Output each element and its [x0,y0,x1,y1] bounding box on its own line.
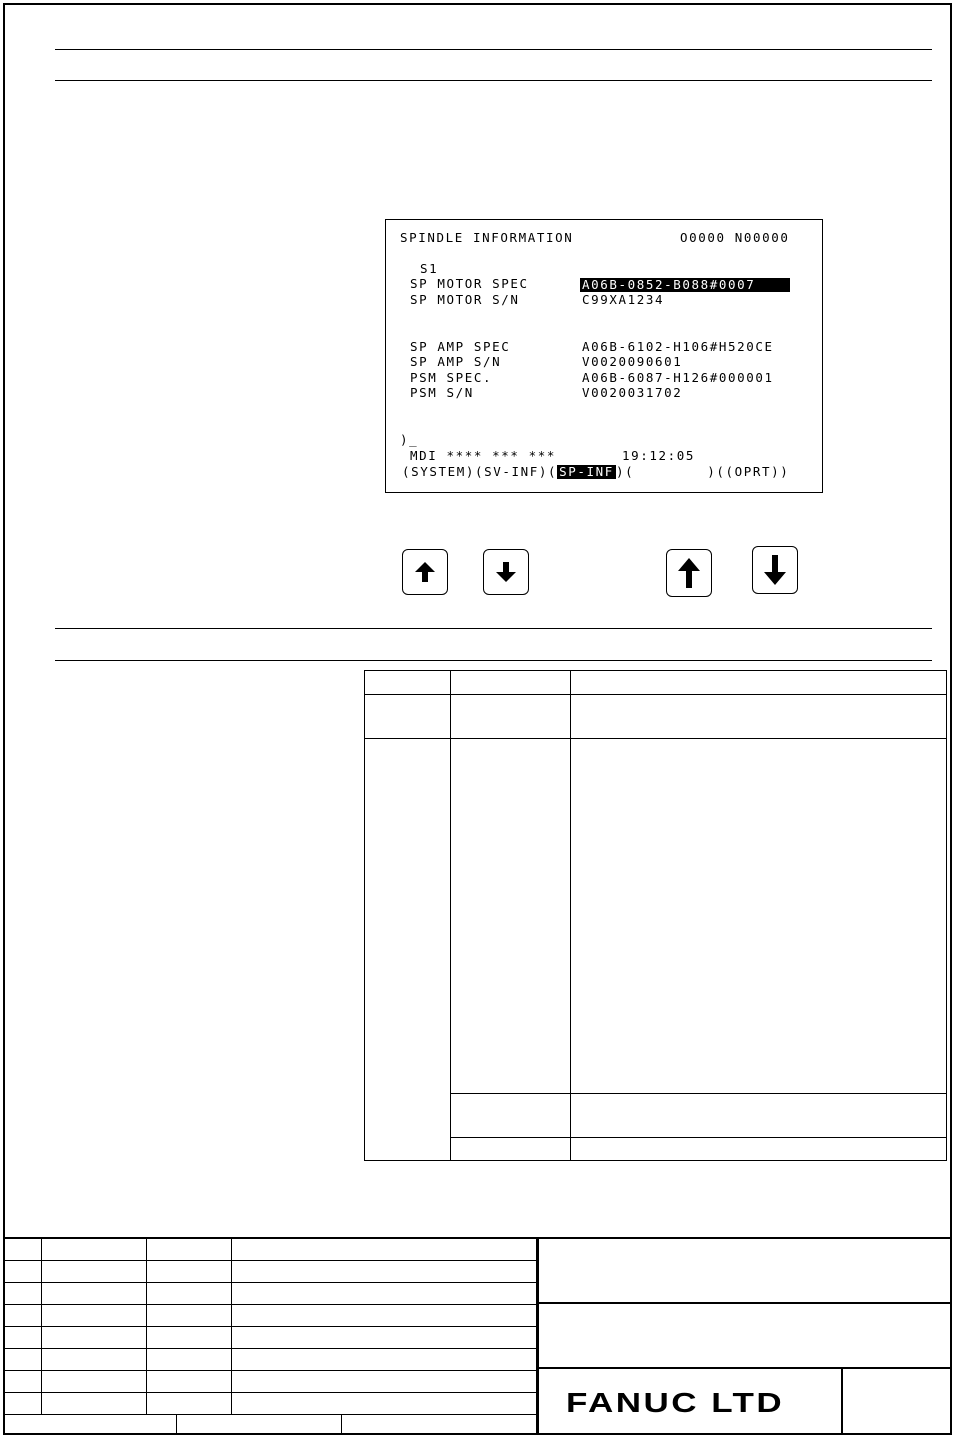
section-rule-top [55,628,932,629]
row-label: PSM SPEC. [410,370,493,385]
revision-cell [232,1393,537,1415]
revision-cell [42,1327,147,1349]
spindle-information-screen [385,219,823,493]
table-cell [365,695,451,739]
page-up-key[interactable] [402,549,448,595]
table-cell [451,1094,571,1138]
revision-cell [5,1371,42,1393]
softkey-bracket: )( [615,464,635,479]
revision-cell [147,1239,232,1261]
row-value: A06B-6087-H126#000001 [582,370,774,385]
drawing-box [537,1304,950,1369]
revision-cell [147,1261,232,1283]
revision-cell [147,1327,232,1349]
cursor-down-icon [762,553,788,587]
revision-cell [5,1261,42,1283]
softkey-sv-inf[interactable]: (SV-INF) [475,464,549,479]
row-value: V0020031702 [582,385,683,400]
softkey-oprt[interactable]: (OPRT) [725,464,781,479]
revision-cell [42,1305,147,1327]
revision-cell [42,1393,147,1415]
page-down-icon [494,560,518,584]
revision-cell [5,1283,42,1305]
revision-cell [5,1349,42,1371]
revision-cell [5,1327,42,1349]
table-cell [365,739,451,1160]
revision-cell [232,1349,537,1371]
row-label: SP MOTOR SPEC [410,276,529,291]
revision-cell [147,1349,232,1371]
sheet-box [843,1369,950,1435]
softkey-bar [402,465,789,479]
softkey-sp-inf[interactable]: SP-INF [559,464,614,479]
company-logo: FANUC LTD [566,1387,785,1418]
signature-cell [342,1415,537,1435]
table-cell [451,695,571,739]
status-line: MDI **** *** *** [410,448,557,463]
revision-cell [147,1393,232,1415]
spindle-label: S1 [420,261,439,276]
row-value: C99XA1234 [582,292,665,307]
row-label: PSM S/N [410,385,474,400]
program-number: O0000 N00000 [680,230,790,245]
table-cell [571,1094,946,1138]
softkey-bracket: )( [707,464,726,479]
revision-cell [5,1393,42,1415]
signature-cell [177,1415,342,1435]
page-down-key[interactable] [483,549,529,595]
page-up-icon [413,560,437,584]
table-cell [451,739,571,1094]
screen-title: SPINDLE INFORMATION [400,230,574,245]
revision-cell [5,1305,42,1327]
row-value-selected[interactable] [580,278,790,292]
revision-cell [232,1239,537,1261]
cursor-up-icon [676,556,702,590]
softkey-empty[interactable] [634,465,707,479]
revision-cell [5,1239,42,1261]
revision-cell [42,1371,147,1393]
table-cell [451,1138,571,1160]
header-rule-top [55,49,932,50]
row-label: SP MOTOR S/N [410,292,520,307]
spec-table [364,670,947,1161]
revision-cell [42,1239,147,1261]
table-cell [571,739,946,1094]
cursor-up-key[interactable] [666,549,712,597]
signature-cell [5,1415,177,1435]
table-header-cell [451,671,571,695]
revision-cell [232,1283,537,1305]
clock: 19:12:05 [622,448,696,463]
title-box [537,1239,950,1304]
revision-cell [147,1371,232,1393]
softkey-system[interactable]: (SYSTEM) [402,464,476,479]
table-cell [571,1138,946,1160]
table-cell [571,695,946,739]
row-value: V0020090601 [582,354,683,369]
cursor-down-key[interactable] [752,546,798,594]
revision-cell [147,1283,232,1305]
revision-cell [147,1305,232,1327]
revision-cell [232,1327,537,1349]
section-rule-bottom [55,660,932,661]
revision-cell [232,1305,537,1327]
table-header-cell [571,671,946,695]
revision-cell [232,1261,537,1283]
header-rule-bottom [55,80,932,81]
title-block [5,1237,950,1435]
row-value: A06B-0852-B088#0007 [582,277,756,292]
row-label: SP AMP SPEC [410,339,511,354]
revision-cell [42,1261,147,1283]
revision-cell [42,1349,147,1371]
softkey-bracket: ( [548,464,558,479]
revision-cell [42,1283,147,1305]
table-header-cell [365,671,451,695]
input-prompt[interactable]: )_ [400,432,419,447]
row-label: SP AMP S/N [410,354,502,369]
softkey-bracket: ) [780,464,790,479]
row-value: A06B-6102-H106#H520CE [582,339,774,354]
revision-cell [232,1371,537,1393]
